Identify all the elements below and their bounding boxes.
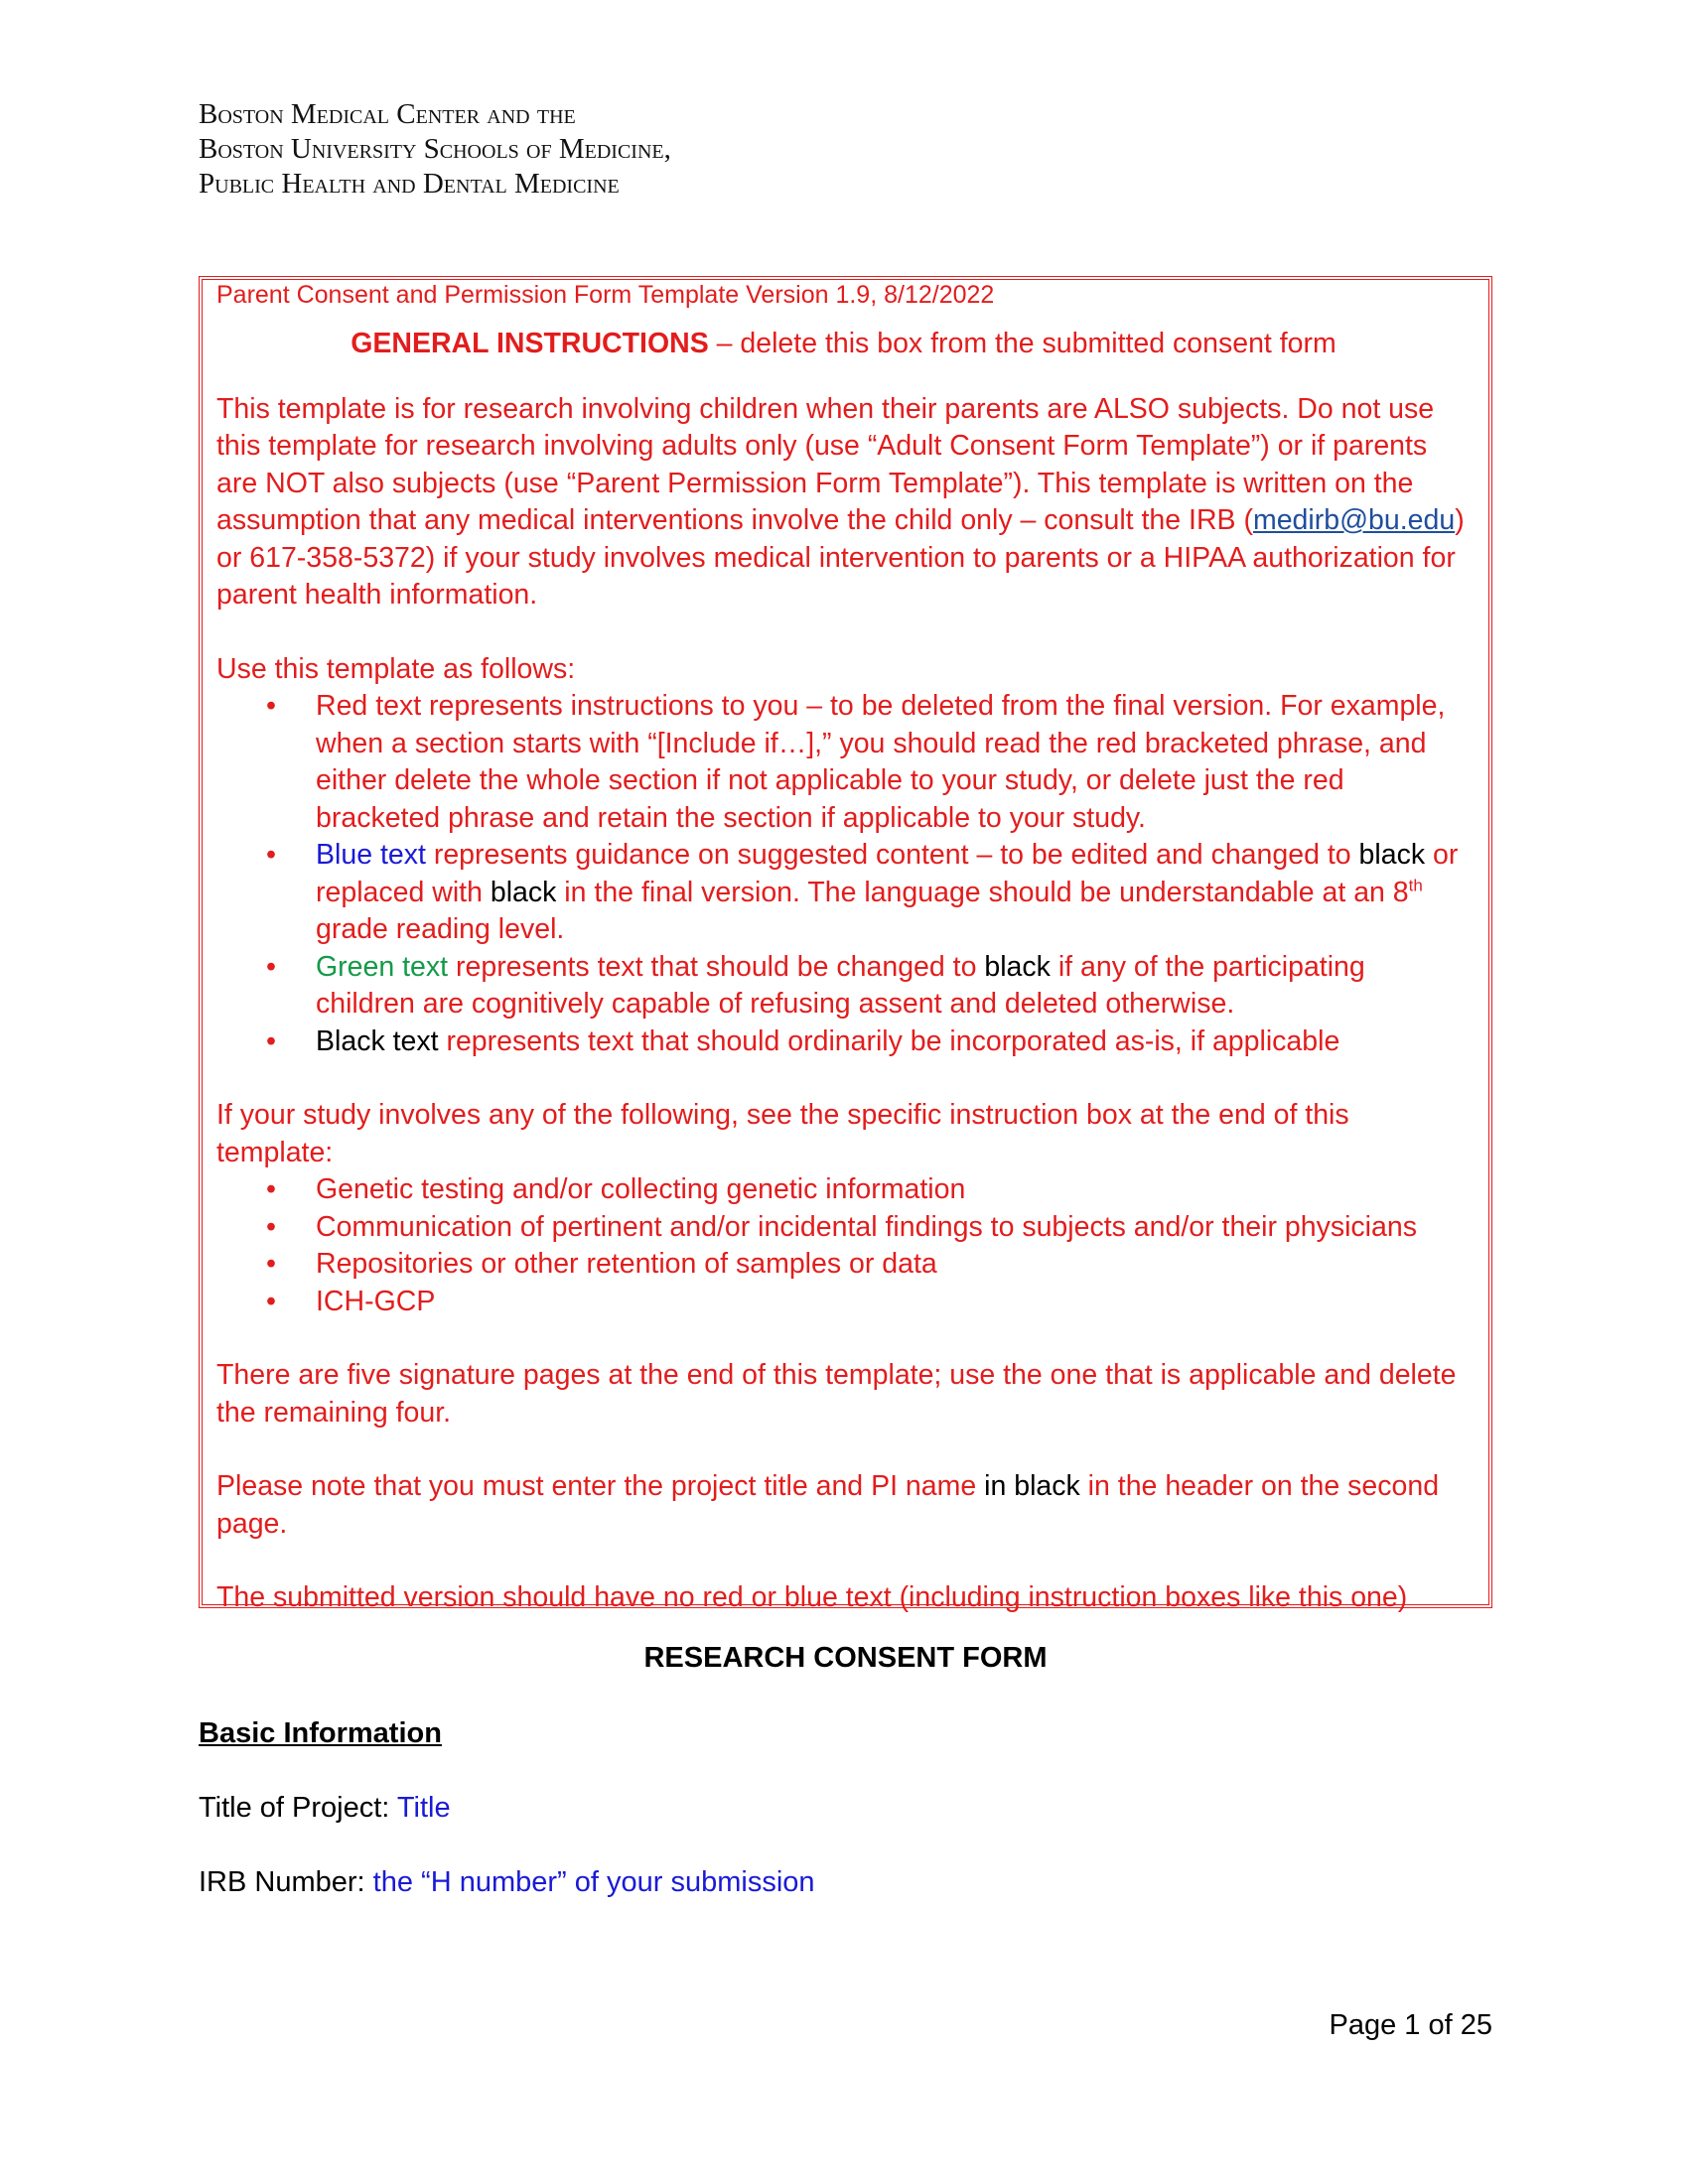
black-word: black <box>490 876 557 908</box>
bullet-icon: • <box>266 690 276 722</box>
bullet-text: or replaced with <box>316 839 1459 908</box>
list-item <box>216 1284 1471 1321</box>
usage-bullet-list <box>216 688 1471 1060</box>
specific-topics-list <box>216 1171 1471 1320</box>
template-version: Parent Consent and Permission Form Template Version 1.9, 8/12/2022 <box>216 281 995 309</box>
header-line-1: Boston Medical Center and the <box>199 98 576 130</box>
superscript: th <box>1408 876 1423 894</box>
bullet-text: represents text that should be changed to <box>448 950 985 983</box>
intro-text-1: This template is for research involving children when their parents are ALSO subjects. Do not use this template for research involving adults only (use “Adult Consent Form Template”) or if parents are NOT also subjects (use “Parent Permission Form Template”). This template is written on the assumption that any medical interventions involve the child only – consult the IRB ( <box>216 392 1435 536</box>
bullet-text: represents guidance on suggested content – to be edited and changed to <box>425 839 1359 871</box>
specific-instructions-heading: If your study involves any of the following, see the specific instruction box at the end of this template: <box>216 1099 1349 1168</box>
bullet-icon: • <box>266 1248 276 1280</box>
use-heading: Use this template as follows: <box>216 652 576 685</box>
intro-text-2: or 617-358-5372) if your study involves medical intervention to parents or a HIPAA authorization for parent health information. <box>216 541 1456 611</box>
form-title: RESEARCH CONSENT FORM <box>643 1642 1048 1674</box>
header-entry-note <box>216 1468 1471 1543</box>
project-title-value: Title <box>396 1792 451 1824</box>
list-item <box>216 688 1471 837</box>
topic-genetic-testing: Genetic testing and/or collecting genetic information <box>316 1173 966 1205</box>
list-item <box>216 1209 1471 1247</box>
bullet-icon: • <box>266 1173 276 1205</box>
basic-information-heading: Basic Information <box>199 1717 442 1749</box>
signature-pages-note: There are five signature pages at the end of this template; use the one that is applicable and delete the remaining four. <box>216 1359 1457 1429</box>
topic-ich-gcp: ICH-GCP <box>316 1285 436 1317</box>
project-title-label: Title of Project: <box>199 1792 397 1824</box>
black-word: in black <box>984 1470 1080 1502</box>
project-title-field <box>199 1790 451 1826</box>
irb-number-label: IRB Number: <box>199 1866 373 1898</box>
bullet-icon: • <box>266 1210 276 1243</box>
general-instructions-label: GENERAL INSTRUCTIONS <box>351 328 709 359</box>
general-instructions-text: – delete this box from the submitted consent form <box>708 328 1336 359</box>
submitted-version-note: The submitted version should have no red or blue text (including instruction boxes like this one) <box>216 1581 1408 1613</box>
black-text-label: Black text <box>316 1024 439 1057</box>
list-item <box>216 837 1471 949</box>
bullet-icon: • <box>266 839 276 871</box>
bullet-text: represents text that should ordinarily be incorporated as-is, if applicable <box>438 1024 1340 1057</box>
irb-number-field <box>199 1864 815 1900</box>
list-item <box>216 949 1471 1024</box>
list-item <box>216 1171 1471 1209</box>
note-text-2: in the header on the second page. <box>216 1470 1440 1540</box>
bullet-text: in the final version. The language should be understandable at an 8 <box>556 876 1409 908</box>
blue-text-label: Blue text <box>316 839 426 871</box>
bullet-icon: • <box>266 1024 276 1057</box>
topic-findings: Communication of pertinent and/or incidental findings to subjects and/or their physicians <box>316 1210 1417 1243</box>
intro-paragraph: This template is for research involving children when their parents are ALSO subjects. Do not use this template for research involving adults only (use “Adult Consent Form Template”) or if parents are NOT also subjects (use “Parent Permission Form Template”). This template is written on the assumption that any medical interventions involve the child only – consult the IRB (medirb@bu.edu) or 617-358-5372) if your study involves medical intervention to parents or a HIPAA authorization for parent health information. <box>216 392 1465 611</box>
header-line-3: Public Health and Dental Medicine <box>199 168 620 200</box>
irb-email-link[interactable]: medirb@bu.edu <box>1252 504 1456 536</box>
bullet-icon: • <box>266 950 276 983</box>
bullet-text: if any of the participating children are cognitively capable of refusing assent and deleted otherwise. <box>316 950 1365 1020</box>
page-number: Page 1 of 25 <box>1329 2009 1492 2041</box>
header-line-2: Boston University Schools of Medicine, <box>199 133 671 165</box>
bullet-text: grade reading level. <box>316 913 565 945</box>
list-item <box>216 1246 1471 1284</box>
general-instructions-heading <box>216 326 1471 363</box>
green-text-label: Green text <box>316 950 449 983</box>
black-word: black <box>1358 839 1426 871</box>
institution-header <box>199 97 671 202</box>
black-word: black <box>984 950 1051 983</box>
irb-number-value: the “H number” of your submission <box>372 1866 815 1898</box>
general-instructions-box <box>199 276 1492 1613</box>
bullet-text: Red text represents instructions to you – to be deleted from the final version. For example, when a section starts with “[Include if…],” you should read the red bracketed phrase, and either delete the whole section if not applicable to your study, or delete just the red bracketed phrase and retain the section if applicable to your study. <box>316 690 1446 834</box>
bullet-icon: • <box>266 1285 276 1317</box>
list-item <box>216 1024 1471 1061</box>
topic-repositories: Repositories or other retention of samples or data <box>316 1248 937 1280</box>
note-text-1: Please note that you must enter the project title and PI name <box>216 1470 985 1502</box>
